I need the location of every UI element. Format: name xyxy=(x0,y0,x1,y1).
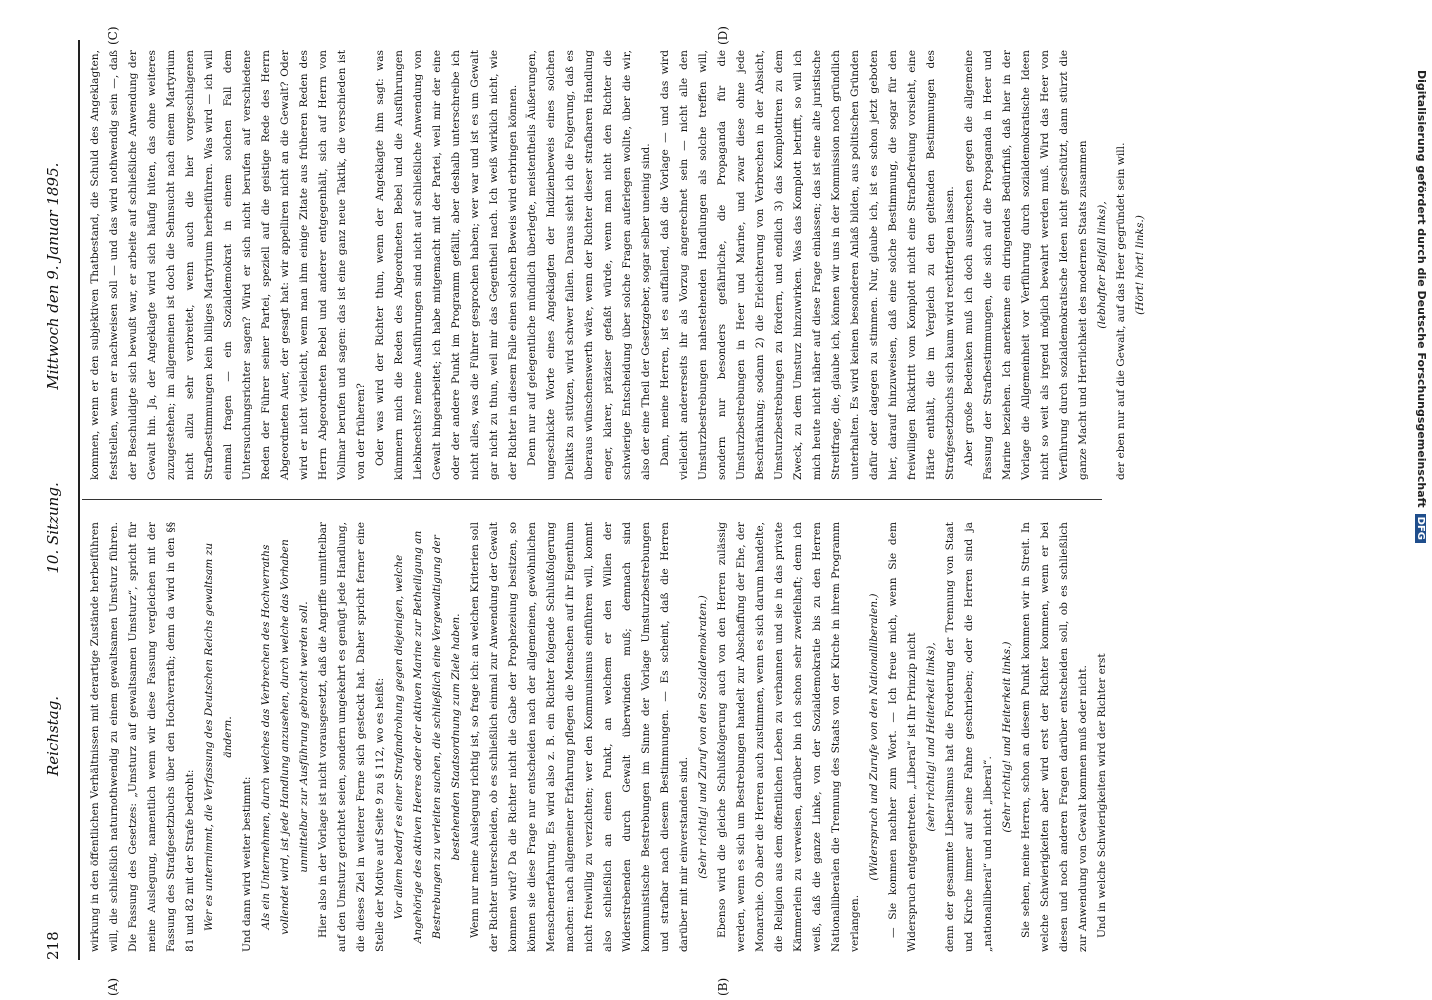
paragraph: Dann, meine Herren, ist es auffallend, daß die Vorlage — und das wird vielleicht andererseits ihr als Vorzug angerechnet sein — nicht alle den Umsturzbestrebungen nahestehenden Handlungen als solche treffen will, sondern nur besonders gefährliche, die Propaganda für die Umsturzbestrebungen in Heer und Marine, und zwar diese ohne jede Beschränkung; sodann 2) die Erleichterung von Verbrechen in der Absicht, Umsturzbestrebungen zu fördern, und endlich 3) das Komplottiren zu dem Zweck, zu dem Umsturz hinzuwirken. Was das Komplott betrifft, so will ich mich heute nicht näher auf diese Frage einlassen; das ist eine alte juristische Streitfrage, die, glaube ich, können wir uns in der Kommission noch gründlich unterhalten. Es wird keinen besonderen Anlaß bilden, aus politischen Gründen dafür oder dagegen zu stimmen. Nur, glaube ich, ist es schon jetzt geboten hier, darauf hinzuweisen, daß eine solche Bestimmung, die sogar für den freiwilligen Rücktritt vom Komplott nicht eine Strafbefreiung vorsieht, eine Härte enthält, die im Vergleich zu den geltenden Bestimmungen des Strafgesetzbuchs sich kaum wird rechtfertigen lassen. xyxy=(659,50,956,480)
interjection: (Hört! hört! links.) xyxy=(1134,215,1146,315)
paragraph: wirkung in den öffentlichen Verhältnissen mit derartige Zustände herbeiführen will, die schließlich naturnothwendig zu einem gewaltsamen Umsturz führen. Die Fassung des Gesetzes: „Umsturz auf gewaltsamen Umsturz“, spricht für meine Auslegung, namentlich wenn wir diese Fassung vergleichen mit der Fassung des Strafgesetzbuchs über den Hochverrath; denn da wird in den §§ 81 und 82 mit der Strafe bedroht: xyxy=(89,522,196,952)
header-rule xyxy=(78,40,80,960)
quote: Vor allem bedarf es einer Strafandrohung gegen diejenigen, welche Angehörige des aktiven Heeres oder der aktiven Marine zur Betheiligung an Bestrebungen zu verleiten suchen, die schließlich eine Vergewaltigung der bestehenden Staatsordnung zum Ziele haben. xyxy=(393,530,462,944)
interjection: (Sehr richtig! und Zuruf von den Sozialdemokraten.) xyxy=(697,595,709,879)
right-column xyxy=(86,50,1150,480)
header-publication: Reichstag. xyxy=(44,695,62,776)
paragraph: Aber große Bedenken muß ich doch aussprechen gegen die allgemeine Fassung der Strafbestimmungen, die sich auf die Propaganda in Heer und Marine beziehen. Ich anerkenne ein dringendes Bedürfniß, daß hier in der Vorlage die Allgemeinheit vor Verführung durch sozialdemokratische Ideen nicht so weit als irgend möglich bewahrt werden muß. Wird das Heer von Verführung durch sozialdemokratische Ideen nicht geschützt, dann stürzt die ganze Macht und Herrlichkeit des modernen Staats zusammen xyxy=(963,50,1089,480)
paragraph: denn der gesammte Liberalismus hat die Forderung der Trennung von Staat und Kirche immer auf seine Fahne geschrieben; oder die Herren sind ja „nationalliberal“ und nicht „liberal“. xyxy=(944,522,994,952)
paragraph: der eben nur auf die Gewalt, auf das Heer gegründet sein will. xyxy=(1115,142,1127,480)
quote: Als ein Unternehmen, durch welches das Verbrechen des Hochverraths vollendet wird, ist jede Handlung anzusehen, durch welche das Vorhaben unmittelbar zur Ausführung gebracht werden soll. xyxy=(260,539,310,935)
paragraph: Denn nur auf gelegentliche mündlich überlegte, meistentheils Äußerungen, ungeschickte Worte eines Angeklagten der Indizienbeweis eines solchen Delikts zu stützen, wird schwer fallen. Daraus sieht ich die Folgerung, daß es überaus wünschenswerth wäre, wenn der Richter dieser strafbaren Handlung enger, klarer, präziser gefaßt würde, wenn man nicht den Richter die schwierige Entscheidung über solche Fragen auferlegen wollte, über die wir, also der eine Theil der Gesetzgeber, sogar selber uneinig sind. xyxy=(526,50,652,480)
digitization-credit xyxy=(1412,0,1430,1000)
paragraph: Und dann wird weiter bestimmt: xyxy=(241,776,253,952)
column-divider xyxy=(82,499,1102,500)
paragraph: Ebenso wird die gleiche Schlußfolgerung auch von den Herren zulässig werden, wenn es sich um Bestrebungen handelt zur Abschaffung der Ehe, der Monarchie. Ob aber die Herren auch zustimmen, wenn es sich darum handelte, die Religion aus dem öffentlichen Leben zu verbannen und sie in das private Kämmerlein zu verweisen, darüber bin ich schon sehr zweifelhaft; denn ich weiß, daß die ganze Linke, von der Sozialdemokratie bis zu den Herren Nationalliberalen die Trennung des Staats von der Kirche in ihrem Programm verlangen. xyxy=(716,522,861,952)
quote: Wer es unternimmt, die Verfassung des Deutschen Reichs gewaltsam zu ändern. xyxy=(203,542,234,932)
paragraph: kommen, wenn er den subjektiven Thatbestand, die Schuld des Angeklagten, feststellen, wenn er nachweisen soll — und das wird nothwendig sein —, daß der Beschuldigte sich bewußt war, er arbeite auf schließliche Anwendung der Gewalt hin. Ja, der Angeklagte wird sich häufig hüten, das ohne weiteres zuzugestehen; im allgemeinen ist doch die Sehnsucht nach einem Martyrium nicht allzu sehr verbreitet, wenn auch die hier vorgeschlagenen Strafbestimmungen kein billiges Martyrium herbeiführen. Was wird — ich will einmal fragen — ein Sozialdemokrat in einem solchen Fall dem Untersuchungsrichter sagen? Wird er sich nicht berufen auf verschiedene Reden der Führer seiner Partei, speziell auf die geistige Rede des Herrn Abgeordneten Auer, der gesagt hat: wir appelliren nicht an die Gewalt? Oder wird er nicht vielleicht, wenn man ihm einige Zitate aus früheren Reden des Herrn Abgeordneten Bebel und anderer entgegenhält, sich auf Herrn von Vollmar berufen und sagen: das ist eine ganz neue Taktik, die verschieden ist von der früheren? xyxy=(89,50,367,480)
interjection: (Sehr richtig! und Heiterkeit links.) xyxy=(1001,641,1013,833)
header-date: Mittwoch den 9. Januar 1895. xyxy=(44,162,62,390)
interjection: (lebhafter Beifall links), xyxy=(1096,201,1108,329)
margin-mark-c: (C) xyxy=(106,26,120,45)
paragraph: Sie sehen, meine Herren, schon an diesem Punkt kommen wir in Streit. In welche Schwierigkeiten aber wird erst der Richter kommen, wenn er bei diesen und noch anderen Fragen darüber entscheiden soll, ob es schließlich zur Anwendung von Gewalt kommen muß oder nicht. xyxy=(1020,522,1089,952)
page-number: 218 xyxy=(44,931,62,960)
header-session: 10. Sitzung. xyxy=(44,482,62,574)
paragraph: Oder was wird der Richter thun, wenn der Angeklagte ihm sagt: was kümmern mich die Reden des Abgeordneten Bebel und die Ausführungen Liebknechts? meine Ausführungen sind nicht auf schließliche Anwendung von Gewalt hingearbeitet; ich habe mitgemacht mit der Partei, weil mir der eine oder der andere Punkt im Programm gefällt, aber deshalb unterschreibe ich nicht alles, was die Führer gesprochen haben; wer war und ist es um Gewalt gar nicht zu thun, weil mir das Gegentheil nach. Ich weiß wirklich nicht, wie der Richter in diesem Falle einen solchen Beweis wird erbringen können. xyxy=(374,50,519,480)
margin-mark-b: (B) xyxy=(716,977,730,996)
paragraph: Wenn nur meine Auslegung richtig ist, so frage ich: an welchen Kriterien soll der Richter unterscheiden, ob es schließlich einmal zur Anwendung der Gewalt kommen wird? Da die Richter nicht die Gabe der Prophezeiung besitzen, so können sie diese Frage nur entscheiden nach der allgemeinen, gewöhnlichen Menschenerfahrung. Es wird also z. B. ein Richter folgende Schlußfolgerung machen: nach allgemeiner Erfahrung pflegen die Menschen auf ihr Eigenthum nicht freiwillig zu verzichten; wer den Kommunismus einführen will, kommt also schließlich an einen Punkt, an welchem er den Willen der Widerstrebenden durch Gewalt überwinden muß; demnach sind kommunistische Bestrebungen im Sinne der Vorlage Umsturzbestrebungen und strafbar nach diesem Bestimmungen. — Es scheint, daß die Herren darüber mit mir einverstanden sind. xyxy=(469,522,690,952)
rotated-page-content xyxy=(16,0,1406,1000)
paragraph: Und in welche Schwierigkeiten wird der Richter erst xyxy=(1096,653,1108,938)
dfg-logo: DFG xyxy=(1415,514,1426,543)
digitization-credit-text: Digitalisierung gefördert durch die Deutsche Forschungsgemeinschaft xyxy=(1415,70,1428,508)
page-header xyxy=(38,40,68,960)
paragraph: — Sie kommen nachher zum Wort. — Ich freue mich, wenn Sie dem Widerspruch entgegentreten. „Liberal“ ist Ihr Prinzip nicht xyxy=(887,522,918,952)
left-column xyxy=(86,522,1112,952)
paragraph: Hier also in der Vorlage ist nicht vorausgesetzt, daß die Angriffe unmittelbar auf den Umsturz gerichtet seien, sondern umgekehrt es genügt jede Handlung, die dieses Ziel in weiterer Ferne sich gesteckt hat. Daher spricht ferner eine Stelle der Motive auf Seite 9 zu § 112, wo es heißt: xyxy=(317,522,386,952)
interjection: (sehr richtig! und Heiterkeit links), xyxy=(925,642,937,832)
margin-mark-a: (A) xyxy=(106,977,120,996)
interjection: (Widerspruch und Zurufe von den Nationalliberalen.) xyxy=(868,593,880,881)
margin-mark-d: (D) xyxy=(716,26,730,45)
